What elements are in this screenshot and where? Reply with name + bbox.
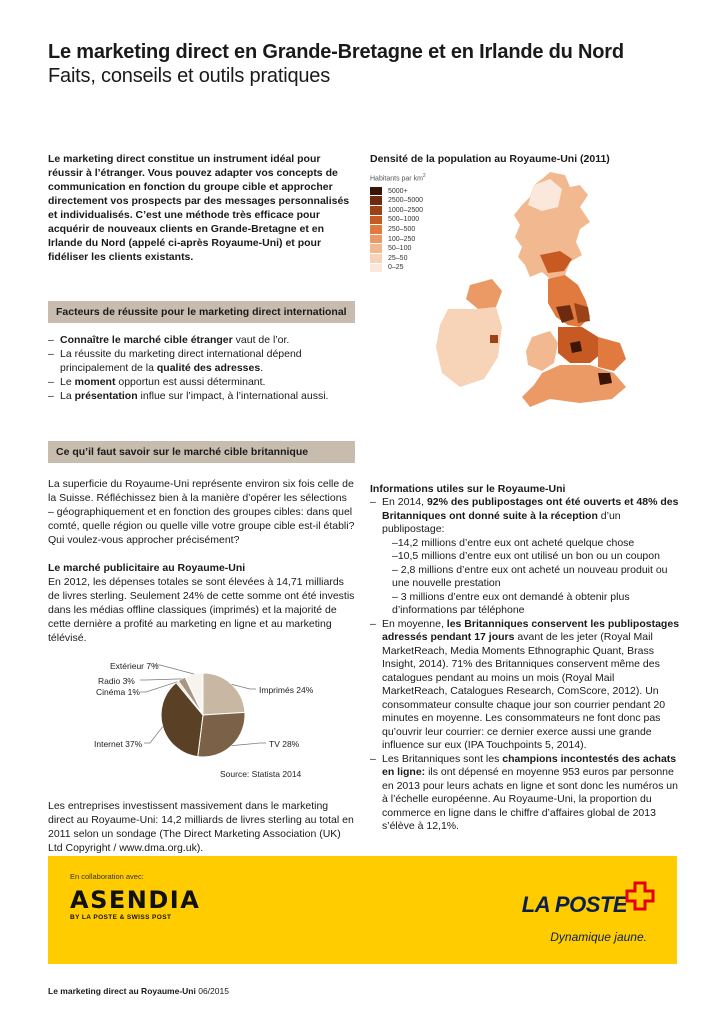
map-region-ireland — [436, 307, 502, 387]
legend-swatch — [370, 235, 382, 244]
legend-swatch — [370, 216, 382, 225]
laposte-slogan: Dynamique jaune. — [550, 930, 647, 944]
asendia-logo: ASENDIA — [70, 886, 201, 914]
map-region-london — [598, 373, 612, 385]
info-list — [370, 496, 680, 834]
page-header — [48, 40, 688, 88]
pie-leader-line — [232, 743, 266, 746]
factor-item: – La présentation influe sur l’impact, à l’international aussi. — [48, 389, 355, 403]
swiss-cross-icon — [625, 881, 655, 911]
info-section — [370, 482, 680, 834]
legend-swatch — [370, 244, 382, 253]
factor-item: – Le moment opportun est aussi déterminant. — [48, 375, 355, 389]
doc-title: Le marketing direct au Royaume-Uni — [48, 986, 196, 996]
map-title: Densité de la population au Royaume-Uni (2011) — [370, 153, 610, 165]
legend-label: 2500–5000 — [388, 197, 424, 205]
left-column — [48, 152, 355, 855]
pie-label-tv: TV 28% — [269, 739, 300, 749]
info-heading: Informations utiles sur le Royaume-Uni — [370, 483, 566, 495]
pie-slice-tv — [198, 712, 245, 757]
direct-marketing-paragraph: Les entreprises investissent massivement dans le marketing direct au Royaume-Uni: 14,2 milliards de livres sterling au total en 2011 selon un sondage (The Direct Marketing Association (UK) Ltd Copyright / www.dma.org.uk). — [48, 800, 354, 854]
pie-chart — [48, 659, 355, 797]
pie-label-imprimes: Imprimés 24% — [259, 685, 314, 695]
pie-slice-imprimes — [203, 673, 245, 715]
legend-label: 0–25 — [388, 264, 404, 272]
factors-list — [48, 333, 355, 403]
page-title: Le marketing direct en Grande-Bretagne et en Irlande du Nord — [48, 41, 624, 63]
factor-item: – La réussite du marketing direct international dépend principalement de la qualité des adresses. — [48, 347, 355, 375]
pie-leader-line — [154, 665, 194, 674]
info-item: – En moyenne, les Britanniques conservent les publipostages adressés pendant 17 jours avant de les jeter (Royal Mail MarketReach, Media Moments Ethnographic Quant, Brass Insight, 2014). 71% des Britanniques conservent même des catalogues pendant au moins un mois (Royal Mail MarketReach, Catalogues Research, ComScore, 2012). Un consommateur consulte chaque jour son courrier pendant 20 minutes en moyenne. Les consommateurs ne font donc pas qu’ouvrir leur courrier: ce dernier exerce aussi une grande influence sur eux (IPA Touchpoints 5, 2014). — [370, 618, 680, 753]
legend-label: 50–100 — [388, 245, 412, 253]
pie-label-internet: Internet 37% — [94, 739, 143, 749]
info-item: – Les Britanniques sont les champions incontestés des achats en ligne: ils ont dépensé en moyenne 953 euros par personne en 2013 pour leurs achats en ligne et sont donc les numéros un à l’échelle européenne. Au Royaume-Uni, la proportion du commerce en ligne dans le chiffre d’affaires global de 2013 s’élève à 12,1%. — [370, 753, 680, 834]
map-region-northern-ireland — [466, 279, 502, 309]
intro-paragraph: Le marketing direct constitue un instrument idéal pour réussir à l’étranger. Vous pouvez adapter vos concepts de communication en fonction du groupe cible et approcher directement vos prospects par des messages personnalisés et individualisés. C’est une méthode très efficace pour acquérir de nouveaux clients en Grande-Bretagne et en Irlande du Nord (appelé ci-après Royaume-Uni) et pour fidéliser les clients existants. — [48, 153, 350, 263]
pie-label-exterieur: Extérieur 7% — [110, 661, 159, 671]
map-region-dublin — [490, 335, 498, 343]
map-unit: Habitants par $km^2$ — [370, 173, 426, 183]
market-paragraph: La superficie du Royaume-Uni représente environ six fois celle de la Suisse. Réfléchissez bien à la manière d’opérer les sélections – géographiquement et en fonction des groupes cibles: dans quel comté, quelle région ou quelle ville votre groupe cible est-il établi? Qui voulez-vous approcher précisément? — [48, 478, 355, 546]
pie-label-cinema: Cinéma 1% — [96, 687, 140, 697]
legend-label: 500–1000 — [388, 216, 420, 224]
factor-item: – Connaître le marché cible étranger vaut de l’or. — [48, 333, 355, 347]
map-region-south — [522, 365, 626, 407]
pie-chart-svg — [48, 659, 355, 797]
pie-leader-line — [140, 679, 182, 680]
legend-swatch — [370, 264, 382, 273]
ad-market-paragraph: En 2012, les dépenses totales se sont élevées à 14,71 milliards de livres sterling. Seulement 24% de cette somme ont été investis dans les médias offline classiques (imprimés) et la majorité de cette dernière a profité au marketing en ligne et au marketing télévisé. — [48, 576, 355, 644]
legend-label: 25–50 — [388, 254, 408, 262]
legend-swatch — [370, 254, 382, 263]
asendia-tagline: BY LA POSTE & SWISS POST — [70, 914, 172, 921]
collab-label: En collaboration avec: — [70, 872, 144, 881]
map-region-east — [598, 337, 626, 371]
map-region-wales — [526, 331, 558, 371]
legend-label: 5000+ — [388, 187, 408, 195]
info-item: – En 2014, 92% des publipostages ont été ouverts et 48% des Britanniques ont donné suite à la réception d’un publipostage: –14,2 millions d’entre eux ont acheté quelque chose –10,5 millions d’entre eux ont utilisé un bon ou un coupon – 2,8 millions d’entre eux ont acheté un nouveau produit ou une nouvelle prestation – 3 millions d’entre eux ont demandé à obtenir plus d’informations par téléphone — [370, 496, 680, 618]
right-column — [370, 152, 680, 832]
ad-market-subheading: Le marché publicitaire au Royaume-Uni — [48, 562, 246, 574]
legend-swatch — [370, 187, 382, 196]
market-heading: Ce qu’il faut savoir sur le marché cible britannique — [48, 441, 355, 463]
doc-date: 06/2015 — [198, 986, 229, 996]
page-subtitle: Faits, conseils et outils pratiques — [48, 65, 331, 87]
legend-swatch — [370, 206, 382, 215]
legend-swatch — [370, 196, 382, 205]
pie-source: Source: Statista 2014 — [220, 769, 302, 779]
legend-label: 250–500 — [388, 226, 416, 233]
uk-density-map — [430, 167, 650, 467]
page-footer — [48, 986, 229, 996]
legend-label: 1000–2500 — [388, 206, 424, 214]
legend-swatch — [370, 225, 382, 234]
pie-leader-line — [144, 727, 163, 743]
legend-label: 100–250 — [388, 235, 416, 243]
partner-band — [48, 856, 677, 964]
map-region-birmingham — [570, 341, 582, 353]
laposte-logo: LA POSTE — [521, 892, 627, 917]
factors-heading: Facteurs de réussite pour le marketing direct international — [48, 301, 355, 323]
pie-label-radio: Radio 3% — [98, 676, 135, 686]
